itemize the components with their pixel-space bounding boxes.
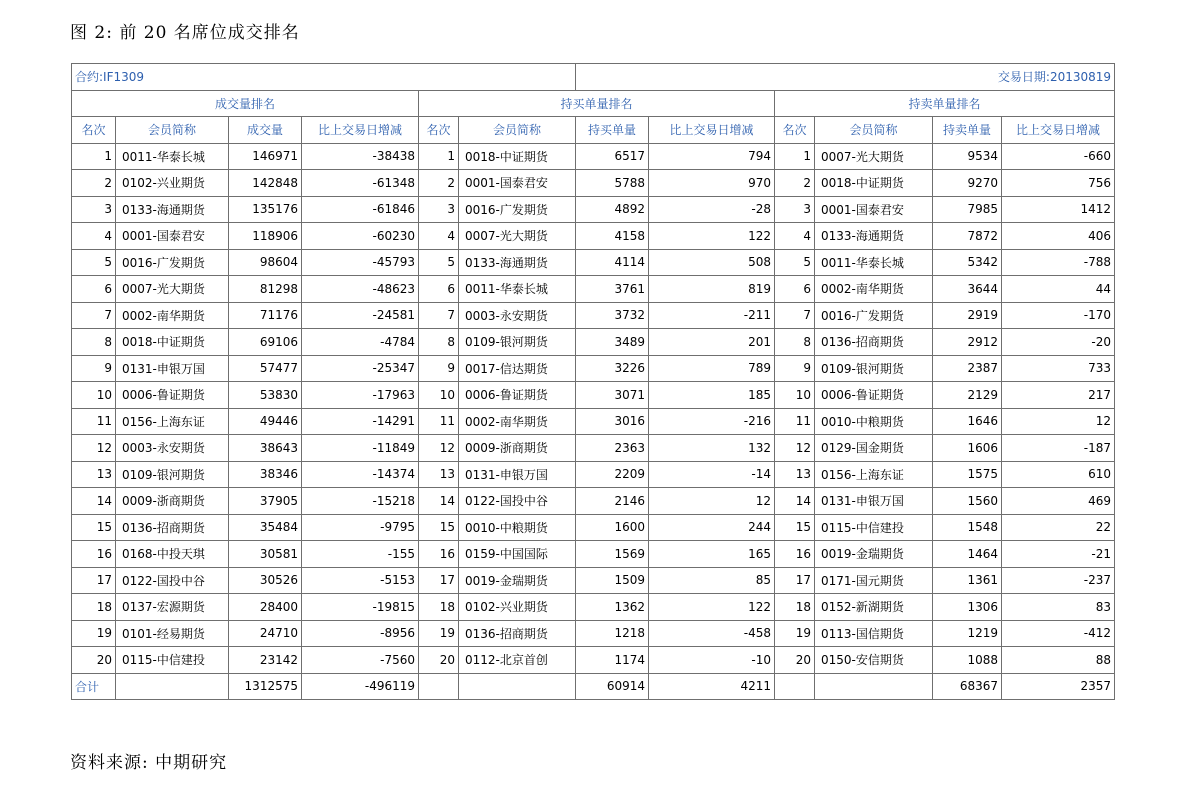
sell-rank-cell: 9 bbox=[775, 355, 815, 382]
volume-cell: 81298 bbox=[229, 276, 302, 303]
sell-rank-cell: 2 bbox=[775, 170, 815, 197]
buy-member-cell: 0010-中粮期货 bbox=[459, 514, 576, 541]
volume-change-cell: -4784 bbox=[302, 329, 419, 356]
volume-member-cell: 0011-华泰长城 bbox=[116, 143, 229, 170]
buy-change-cell: 122 bbox=[649, 223, 775, 250]
volume-member-cell: 0018-中证期货 bbox=[116, 329, 229, 356]
volume-cell: 30581 bbox=[229, 541, 302, 568]
buy-member-cell: 0007-光大期货 bbox=[459, 223, 576, 250]
sell-rank-cell: 13 bbox=[775, 461, 815, 488]
buy-rank-cell: 11 bbox=[419, 408, 459, 435]
volume-cell: 24710 bbox=[229, 620, 302, 647]
group-header-sell: 持卖单量排名 bbox=[775, 90, 1115, 117]
sell-change-cell: 610 bbox=[1002, 461, 1115, 488]
sell-cell: 1606 bbox=[933, 435, 1002, 462]
volume-cell: 53830 bbox=[229, 382, 302, 409]
buy-member-cell: 0003-永安期货 bbox=[459, 302, 576, 329]
buy-change-cell: 201 bbox=[649, 329, 775, 356]
volume-cell: 69106 bbox=[229, 329, 302, 356]
sell-change-cell: -237 bbox=[1002, 567, 1115, 594]
sell-change-cell: 406 bbox=[1002, 223, 1115, 250]
table-row bbox=[72, 541, 1115, 568]
buy-member-cell: 0133-海通期货 bbox=[459, 249, 576, 276]
sell-rank-cell: 18 bbox=[775, 594, 815, 621]
sell-change-cell: 22 bbox=[1002, 514, 1115, 541]
buy-member-cell: 0019-金瑞期货 bbox=[459, 567, 576, 594]
buy-change-cell: 244 bbox=[649, 514, 775, 541]
sell-cell: 2129 bbox=[933, 382, 1002, 409]
group-header-buy: 持买单量排名 bbox=[419, 90, 775, 117]
col-header-rank: 名次 bbox=[775, 117, 815, 144]
sell-member-cell: 0136-招商期货 bbox=[815, 329, 933, 356]
buy-change-cell: 122 bbox=[649, 594, 775, 621]
buy-member-cell: 0102-兴业期货 bbox=[459, 594, 576, 621]
total-volume: 1312575 bbox=[229, 673, 302, 700]
buy-cell: 1569 bbox=[576, 541, 649, 568]
buy-rank-cell: 20 bbox=[419, 647, 459, 674]
volume-rank-cell: 3 bbox=[72, 196, 116, 223]
source-note: 资料来源: 中期研究 bbox=[70, 753, 228, 773]
volume-rank-cell: 11 bbox=[72, 408, 116, 435]
volume-change-cell: -60230 bbox=[302, 223, 419, 250]
volume-rank-cell: 18 bbox=[72, 594, 116, 621]
volume-member-cell: 0003-永安期货 bbox=[116, 435, 229, 462]
volume-rank-cell: 9 bbox=[72, 355, 116, 382]
sell-cell: 1464 bbox=[933, 541, 1002, 568]
sell-member-cell: 0011-华泰长城 bbox=[815, 249, 933, 276]
totals-empty-cell bbox=[116, 673, 229, 700]
sell-rank-cell: 20 bbox=[775, 647, 815, 674]
sell-rank-cell: 15 bbox=[775, 514, 815, 541]
sell-change-cell: -20 bbox=[1002, 329, 1115, 356]
volume-cell: 35484 bbox=[229, 514, 302, 541]
volume-change-cell: -8956 bbox=[302, 620, 419, 647]
buy-cell: 3489 bbox=[576, 329, 649, 356]
total-sell-change: 2357 bbox=[1002, 673, 1115, 700]
total-sell: 68367 bbox=[933, 673, 1002, 700]
volume-member-cell: 0109-银河期货 bbox=[116, 461, 229, 488]
sell-cell: 1575 bbox=[933, 461, 1002, 488]
buy-change-cell: -14 bbox=[649, 461, 775, 488]
sell-member-cell: 0010-中粮期货 bbox=[815, 408, 933, 435]
sell-rank-cell: 3 bbox=[775, 196, 815, 223]
buy-change-cell: 12 bbox=[649, 488, 775, 515]
buy-change-cell: -216 bbox=[649, 408, 775, 435]
volume-rank-cell: 12 bbox=[72, 435, 116, 462]
volume-change-cell: -61846 bbox=[302, 196, 419, 223]
volume-rank-cell: 17 bbox=[72, 567, 116, 594]
volume-cell: 142848 bbox=[229, 170, 302, 197]
sell-change-cell: -21 bbox=[1002, 541, 1115, 568]
sell-cell: 2919 bbox=[933, 302, 1002, 329]
col-header-rank: 名次 bbox=[72, 117, 116, 144]
buy-cell: 2363 bbox=[576, 435, 649, 462]
sell-rank-cell: 14 bbox=[775, 488, 815, 515]
buy-cell: 1362 bbox=[576, 594, 649, 621]
volume-member-cell: 0001-国泰君安 bbox=[116, 223, 229, 250]
sell-change-cell: 44 bbox=[1002, 276, 1115, 303]
sell-change-cell: 733 bbox=[1002, 355, 1115, 382]
buy-rank-cell: 13 bbox=[419, 461, 459, 488]
col-header-member: 会员简称 bbox=[815, 117, 933, 144]
buy-rank-cell: 7 bbox=[419, 302, 459, 329]
volume-cell: 57477 bbox=[229, 355, 302, 382]
sell-rank-cell: 16 bbox=[775, 541, 815, 568]
volume-member-cell: 0137-宏源期货 bbox=[116, 594, 229, 621]
sell-cell: 9270 bbox=[933, 170, 1002, 197]
sell-member-cell: 0007-光大期货 bbox=[815, 143, 933, 170]
volume-cell: 135176 bbox=[229, 196, 302, 223]
sell-cell: 2387 bbox=[933, 355, 1002, 382]
buy-cell: 3732 bbox=[576, 302, 649, 329]
sell-cell: 9534 bbox=[933, 143, 1002, 170]
sell-member-cell: 0171-国元期货 bbox=[815, 567, 933, 594]
table-row bbox=[72, 170, 1115, 197]
total-buy-change: 4211 bbox=[649, 673, 775, 700]
volume-change-cell: -155 bbox=[302, 541, 419, 568]
volume-member-cell: 0009-浙商期货 bbox=[116, 488, 229, 515]
buy-change-cell: 85 bbox=[649, 567, 775, 594]
buy-cell: 1600 bbox=[576, 514, 649, 541]
ranking-table bbox=[71, 63, 1115, 700]
buy-cell: 1174 bbox=[576, 647, 649, 674]
sell-change-cell: -412 bbox=[1002, 620, 1115, 647]
sell-cell: 2912 bbox=[933, 329, 1002, 356]
volume-change-cell: -17963 bbox=[302, 382, 419, 409]
totals-empty-cell bbox=[815, 673, 933, 700]
buy-cell: 4114 bbox=[576, 249, 649, 276]
table-row bbox=[72, 620, 1115, 647]
sell-rank-cell: 11 bbox=[775, 408, 815, 435]
buy-cell: 3016 bbox=[576, 408, 649, 435]
sell-rank-cell: 5 bbox=[775, 249, 815, 276]
buy-rank-cell: 17 bbox=[419, 567, 459, 594]
buy-rank-cell: 15 bbox=[419, 514, 459, 541]
buy-member-cell: 0109-银河期货 bbox=[459, 329, 576, 356]
volume-rank-cell: 8 bbox=[72, 329, 116, 356]
volume-cell: 28400 bbox=[229, 594, 302, 621]
table-row bbox=[72, 594, 1115, 621]
buy-rank-cell: 9 bbox=[419, 355, 459, 382]
volume-change-cell: -11849 bbox=[302, 435, 419, 462]
volume-member-cell: 0156-上海东证 bbox=[116, 408, 229, 435]
volume-member-cell: 0016-广发期货 bbox=[116, 249, 229, 276]
sell-cell: 1306 bbox=[933, 594, 1002, 621]
sell-change-cell: 1412 bbox=[1002, 196, 1115, 223]
buy-change-cell: -458 bbox=[649, 620, 775, 647]
buy-member-cell: 0131-申银万国 bbox=[459, 461, 576, 488]
col-header-volume: 成交量 bbox=[229, 117, 302, 144]
volume-cell: 118906 bbox=[229, 223, 302, 250]
volume-rank-cell: 16 bbox=[72, 541, 116, 568]
sell-member-cell: 0113-国信期货 bbox=[815, 620, 933, 647]
volume-cell: 146971 bbox=[229, 143, 302, 170]
sell-change-cell: 756 bbox=[1002, 170, 1115, 197]
buy-member-cell: 0112-北京首创 bbox=[459, 647, 576, 674]
buy-member-cell: 0136-招商期货 bbox=[459, 620, 576, 647]
buy-member-cell: 0017-信达期货 bbox=[459, 355, 576, 382]
sell-change-cell: 12 bbox=[1002, 408, 1115, 435]
col-header-change: 比上交易日增减 bbox=[1002, 117, 1115, 144]
buy-cell: 5788 bbox=[576, 170, 649, 197]
sell-rank-cell: 1 bbox=[775, 143, 815, 170]
sell-cell: 1646 bbox=[933, 408, 1002, 435]
table-row bbox=[72, 302, 1115, 329]
sell-cell: 1548 bbox=[933, 514, 1002, 541]
volume-change-cell: -45793 bbox=[302, 249, 419, 276]
sell-rank-cell: 6 bbox=[775, 276, 815, 303]
totals-label: 合计 bbox=[72, 673, 116, 700]
table-row bbox=[72, 196, 1115, 223]
sell-rank-cell: 4 bbox=[775, 223, 815, 250]
sell-cell: 3644 bbox=[933, 276, 1002, 303]
contract-label: 合约:IF1309 bbox=[72, 64, 576, 91]
sell-member-cell: 0001-国泰君安 bbox=[815, 196, 933, 223]
volume-change-cell: -25347 bbox=[302, 355, 419, 382]
volume-change-cell: -9795 bbox=[302, 514, 419, 541]
sell-rank-cell: 10 bbox=[775, 382, 815, 409]
buy-rank-cell: 14 bbox=[419, 488, 459, 515]
table-row bbox=[72, 461, 1115, 488]
sell-member-cell: 0002-南华期货 bbox=[815, 276, 933, 303]
sell-cell: 1219 bbox=[933, 620, 1002, 647]
sell-rank-cell: 7 bbox=[775, 302, 815, 329]
table-row bbox=[72, 488, 1115, 515]
sell-member-cell: 0150-安信期货 bbox=[815, 647, 933, 674]
column-header-row bbox=[72, 117, 1115, 144]
volume-member-cell: 0136-招商期货 bbox=[116, 514, 229, 541]
sell-change-cell: -170 bbox=[1002, 302, 1115, 329]
volume-change-cell: -61348 bbox=[302, 170, 419, 197]
buy-rank-cell: 2 bbox=[419, 170, 459, 197]
volume-change-cell: -7560 bbox=[302, 647, 419, 674]
buy-cell: 3071 bbox=[576, 382, 649, 409]
volume-change-cell: -48623 bbox=[302, 276, 419, 303]
sell-cell: 1088 bbox=[933, 647, 1002, 674]
volume-member-cell: 0115-中信建投 bbox=[116, 647, 229, 674]
buy-cell: 4892 bbox=[576, 196, 649, 223]
sell-member-cell: 0019-金瑞期货 bbox=[815, 541, 933, 568]
buy-change-cell: 970 bbox=[649, 170, 775, 197]
buy-change-cell: -211 bbox=[649, 302, 775, 329]
figure-title: 图 2: 前 20 名席位成交排名 bbox=[70, 23, 300, 43]
sell-change-cell: -788 bbox=[1002, 249, 1115, 276]
group-header-row bbox=[72, 90, 1115, 117]
volume-member-cell: 0101-经易期货 bbox=[116, 620, 229, 647]
sell-rank-cell: 8 bbox=[775, 329, 815, 356]
volume-member-cell: 0122-国投中谷 bbox=[116, 567, 229, 594]
buy-change-cell: -28 bbox=[649, 196, 775, 223]
buy-cell: 3761 bbox=[576, 276, 649, 303]
group-header-volume: 成交量排名 bbox=[72, 90, 419, 117]
sell-change-cell: -187 bbox=[1002, 435, 1115, 462]
sell-member-cell: 0109-银河期货 bbox=[815, 355, 933, 382]
total-buy: 60914 bbox=[576, 673, 649, 700]
buy-change-cell: 165 bbox=[649, 541, 775, 568]
sell-member-cell: 0152-新湖期货 bbox=[815, 594, 933, 621]
buy-cell: 6517 bbox=[576, 143, 649, 170]
sell-member-cell: 0115-中信建投 bbox=[815, 514, 933, 541]
totals-empty-cell bbox=[459, 673, 576, 700]
sell-change-cell: 217 bbox=[1002, 382, 1115, 409]
volume-cell: 38643 bbox=[229, 435, 302, 462]
sell-member-cell: 0006-鲁证期货 bbox=[815, 382, 933, 409]
buy-change-cell: 508 bbox=[649, 249, 775, 276]
volume-rank-cell: 15 bbox=[72, 514, 116, 541]
sell-member-cell: 0018-中证期货 bbox=[815, 170, 933, 197]
buy-member-cell: 0009-浙商期货 bbox=[459, 435, 576, 462]
sell-member-cell: 0133-海通期货 bbox=[815, 223, 933, 250]
table-row bbox=[72, 249, 1115, 276]
buy-cell: 3226 bbox=[576, 355, 649, 382]
volume-cell: 23142 bbox=[229, 647, 302, 674]
totals-empty-cell bbox=[419, 673, 459, 700]
volume-cell: 38346 bbox=[229, 461, 302, 488]
volume-member-cell: 0131-申银万国 bbox=[116, 355, 229, 382]
buy-cell: 1218 bbox=[576, 620, 649, 647]
buy-member-cell: 0122-国投中谷 bbox=[459, 488, 576, 515]
table-row bbox=[72, 329, 1115, 356]
buy-member-cell: 0018-中证期货 bbox=[459, 143, 576, 170]
table-row bbox=[72, 355, 1115, 382]
volume-rank-cell: 4 bbox=[72, 223, 116, 250]
sell-member-cell: 0156-上海东证 bbox=[815, 461, 933, 488]
sell-cell: 1560 bbox=[933, 488, 1002, 515]
buy-member-cell: 0002-南华期货 bbox=[459, 408, 576, 435]
sell-member-cell: 0129-国金期货 bbox=[815, 435, 933, 462]
table-row bbox=[72, 567, 1115, 594]
total-volume-change: -496119 bbox=[302, 673, 419, 700]
col-header-member: 会员简称 bbox=[116, 117, 229, 144]
sell-cell: 7872 bbox=[933, 223, 1002, 250]
volume-rank-cell: 7 bbox=[72, 302, 116, 329]
buy-member-cell: 0016-广发期货 bbox=[459, 196, 576, 223]
totals-empty-cell bbox=[775, 673, 815, 700]
buy-change-cell: -10 bbox=[649, 647, 775, 674]
buy-rank-cell: 6 bbox=[419, 276, 459, 303]
col-header-sell: 持卖单量 bbox=[933, 117, 1002, 144]
volume-member-cell: 0168-中投天琪 bbox=[116, 541, 229, 568]
buy-cell: 2146 bbox=[576, 488, 649, 515]
volume-change-cell: -24581 bbox=[302, 302, 419, 329]
volume-change-cell: -15218 bbox=[302, 488, 419, 515]
volume-member-cell: 0007-光大期货 bbox=[116, 276, 229, 303]
table-row bbox=[72, 143, 1115, 170]
table-body bbox=[72, 64, 1115, 700]
buy-member-cell: 0006-鲁证期货 bbox=[459, 382, 576, 409]
buy-rank-cell: 1 bbox=[419, 143, 459, 170]
sell-change-cell: 83 bbox=[1002, 594, 1115, 621]
sell-change-cell: 88 bbox=[1002, 647, 1115, 674]
sell-rank-cell: 17 bbox=[775, 567, 815, 594]
sell-rank-cell: 12 bbox=[775, 435, 815, 462]
volume-cell: 30526 bbox=[229, 567, 302, 594]
volume-change-cell: -19815 bbox=[302, 594, 419, 621]
col-header-member: 会员简称 bbox=[459, 117, 576, 144]
buy-change-cell: 789 bbox=[649, 355, 775, 382]
sell-cell: 7985 bbox=[933, 196, 1002, 223]
buy-rank-cell: 19 bbox=[419, 620, 459, 647]
table-row bbox=[72, 514, 1115, 541]
buy-cell: 2209 bbox=[576, 461, 649, 488]
sell-member-cell: 0131-申银万国 bbox=[815, 488, 933, 515]
buy-rank-cell: 12 bbox=[419, 435, 459, 462]
volume-change-cell: -5153 bbox=[302, 567, 419, 594]
sell-rank-cell: 19 bbox=[775, 620, 815, 647]
buy-rank-cell: 18 bbox=[419, 594, 459, 621]
volume-rank-cell: 2 bbox=[72, 170, 116, 197]
volume-member-cell: 0102-兴业期货 bbox=[116, 170, 229, 197]
volume-rank-cell: 5 bbox=[72, 249, 116, 276]
meta-row bbox=[72, 64, 1115, 91]
sell-cell: 5342 bbox=[933, 249, 1002, 276]
buy-rank-cell: 5 bbox=[419, 249, 459, 276]
volume-member-cell: 0133-海通期货 bbox=[116, 196, 229, 223]
sell-change-cell: 469 bbox=[1002, 488, 1115, 515]
volume-rank-cell: 1 bbox=[72, 143, 116, 170]
sell-member-cell: 0016-广发期货 bbox=[815, 302, 933, 329]
buy-member-cell: 0011-华泰长城 bbox=[459, 276, 576, 303]
col-header-rank: 名次 bbox=[419, 117, 459, 144]
buy-member-cell: 0159-中国国际 bbox=[459, 541, 576, 568]
volume-cell: 49446 bbox=[229, 408, 302, 435]
volume-rank-cell: 6 bbox=[72, 276, 116, 303]
volume-rank-cell: 13 bbox=[72, 461, 116, 488]
buy-rank-cell: 16 bbox=[419, 541, 459, 568]
volume-member-cell: 0002-南华期货 bbox=[116, 302, 229, 329]
sell-change-cell: -660 bbox=[1002, 143, 1115, 170]
col-header-buy: 持买单量 bbox=[576, 117, 649, 144]
buy-change-cell: 132 bbox=[649, 435, 775, 462]
col-header-change: 比上交易日增减 bbox=[649, 117, 775, 144]
buy-change-cell: 819 bbox=[649, 276, 775, 303]
volume-cell: 37905 bbox=[229, 488, 302, 515]
volume-cell: 71176 bbox=[229, 302, 302, 329]
buy-rank-cell: 4 bbox=[419, 223, 459, 250]
table-row bbox=[72, 647, 1115, 674]
col-header-change: 比上交易日增减 bbox=[302, 117, 419, 144]
table-row bbox=[72, 435, 1115, 462]
buy-cell: 1509 bbox=[576, 567, 649, 594]
buy-change-cell: 185 bbox=[649, 382, 775, 409]
buy-rank-cell: 10 bbox=[419, 382, 459, 409]
volume-change-cell: -38438 bbox=[302, 143, 419, 170]
volume-cell: 98604 bbox=[229, 249, 302, 276]
sell-cell: 1361 bbox=[933, 567, 1002, 594]
volume-rank-cell: 19 bbox=[72, 620, 116, 647]
volume-change-cell: -14374 bbox=[302, 461, 419, 488]
buy-rank-cell: 3 bbox=[419, 196, 459, 223]
totals-row bbox=[72, 673, 1115, 700]
volume-rank-cell: 20 bbox=[72, 647, 116, 674]
volume-change-cell: -14291 bbox=[302, 408, 419, 435]
buy-change-cell: 794 bbox=[649, 143, 775, 170]
buy-member-cell: 0001-国泰君安 bbox=[459, 170, 576, 197]
volume-rank-cell: 14 bbox=[72, 488, 116, 515]
table-row bbox=[72, 408, 1115, 435]
trade-date-label: 交易日期:20130819 bbox=[576, 64, 1115, 91]
volume-rank-cell: 10 bbox=[72, 382, 116, 409]
volume-member-cell: 0006-鲁证期货 bbox=[116, 382, 229, 409]
table-row bbox=[72, 223, 1115, 250]
buy-rank-cell: 8 bbox=[419, 329, 459, 356]
table-row bbox=[72, 276, 1115, 303]
table-row bbox=[72, 382, 1115, 409]
buy-cell: 4158 bbox=[576, 223, 649, 250]
